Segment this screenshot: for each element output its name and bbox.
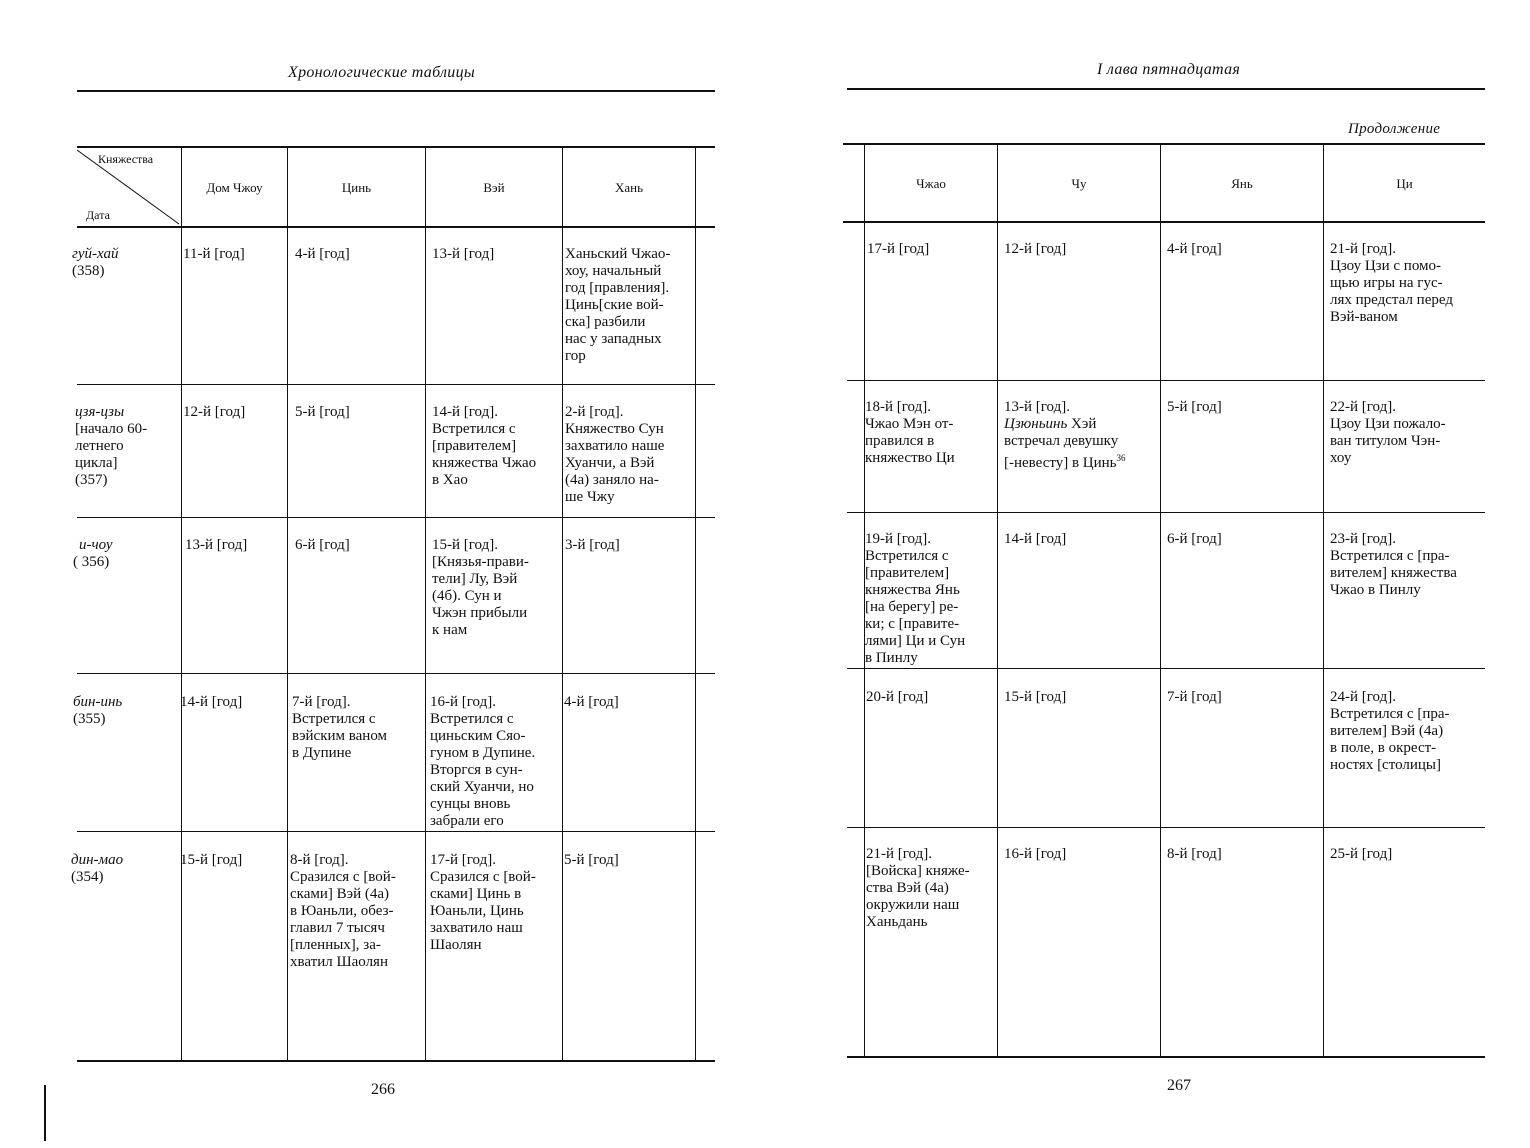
left-col-header: Цинь bbox=[341, 180, 372, 195]
date-cyclic-name: гуй-хай bbox=[72, 246, 119, 262]
table-cell: 18-й [год]. Чжао Мэн от- правился в княжество Ци bbox=[865, 399, 955, 466]
left-header-bottom-rule bbox=[77, 226, 715, 228]
right-running-head: I лава пятнадцатая bbox=[1097, 61, 1241, 78]
date-year: (355) bbox=[73, 711, 106, 727]
left-col-header: Вэй bbox=[483, 180, 505, 195]
table-cell: 4-й [год] bbox=[295, 246, 350, 262]
table-cell: 6-й [год] bbox=[295, 537, 350, 553]
binding-mark bbox=[44, 1085, 46, 1141]
left-col-header: Хань bbox=[614, 180, 644, 195]
right-col-rule bbox=[997, 145, 998, 1056]
table-cell: 22-й [год]. Цзоу Цзи пожало- ван титулом Чэн- хоу bbox=[1330, 399, 1446, 466]
date-cyclic-name: цзя-цзы bbox=[75, 404, 125, 420]
table-cell: 15-й [год] bbox=[180, 852, 243, 868]
table-cell: 8-й [год] bbox=[1167, 846, 1222, 862]
table-cell: 8-й [год]. Сразился с [вой- сками] Вэй (4а) в Юаньли, обез- главил 7 тысяч [пленных], за- хватил Шаолян bbox=[290, 852, 396, 970]
cell-text: Хэй встречал девушку [-невесту] в Цинь bbox=[1004, 416, 1119, 471]
date-cyclic-name: и-чоу bbox=[79, 537, 113, 553]
table-cell: 14-й [год] bbox=[180, 694, 243, 710]
table-cell: 13-й [год] bbox=[185, 537, 248, 553]
table-cell: 4-й [год] bbox=[564, 694, 619, 710]
right-col-header: Янь bbox=[1231, 176, 1253, 191]
left-row-rule bbox=[77, 517, 715, 518]
table-cell: 21-й [год]. Цзоу Цзи с помо- щью игры на гус- лях предстал перед Вэй-ваном bbox=[1330, 241, 1453, 325]
right-row-rule bbox=[847, 512, 1485, 513]
left-col-rule bbox=[287, 148, 288, 1060]
date-year: (358) bbox=[72, 263, 105, 279]
left-head-rule bbox=[77, 90, 715, 92]
right-col-header: Чу bbox=[1071, 176, 1087, 191]
right-col-header: Ци bbox=[1396, 176, 1413, 191]
cell-year: 13-й [год]. bbox=[1004, 399, 1070, 415]
table-cell: 7-й [год] bbox=[1167, 689, 1222, 705]
table-cell: 17-й [год] bbox=[867, 241, 930, 257]
right-row-rule bbox=[847, 668, 1485, 669]
corner-header-top: Княжества bbox=[98, 152, 154, 166]
date-cyclic-name: бин-инь bbox=[73, 694, 123, 710]
table-cell: 7-й [год]. Встретился с вэйским ваном в Дупине bbox=[292, 694, 388, 761]
table-cell: 25-й [год] bbox=[1330, 846, 1393, 862]
right-page-number: 267 bbox=[1167, 1077, 1191, 1094]
table-cell: 3-й [год] bbox=[565, 537, 620, 553]
footnote-ref: 36 bbox=[1116, 453, 1126, 463]
left-row-rule bbox=[77, 384, 715, 385]
left-row-rule bbox=[77, 831, 715, 832]
table-cell: Ханьский Чжао- хоу, начальный год [правления]. Цинь[ские вой- ска] разбили нас у западных гор bbox=[565, 246, 671, 364]
date-year: (354) bbox=[71, 869, 104, 885]
table-cell: 15-й [год]. [Князья-прави- тели] Лу, Вэй (4б). Сун и Чжэн прибыли к нам bbox=[432, 537, 529, 638]
table-cell: 20-й [год] bbox=[866, 689, 929, 705]
table-cell: 5-й [год] bbox=[564, 852, 619, 868]
table-cell: 24-й [год]. Встретился с [пра- вителем] Вэй (4а) в поле, в окрест- ностях [столицы] bbox=[1330, 689, 1450, 773]
right-table-bottom-rule bbox=[847, 1056, 1485, 1058]
table-cell: 4-й [год] bbox=[1167, 241, 1222, 257]
table-cell: 16-й [год] bbox=[1004, 846, 1067, 862]
table-cell: 12-й [год] bbox=[183, 404, 246, 420]
right-col-rule bbox=[1323, 145, 1324, 1056]
italic-name: Цзюньинь bbox=[1004, 416, 1068, 432]
left-col-header: Дом Чжоу bbox=[206, 180, 263, 195]
left-row-rule bbox=[77, 673, 715, 674]
table-cell: 17-й [год]. Сразился с [вой- сками] Цинь в Юаньли, Цинь захватило наш Шаолян bbox=[430, 852, 536, 953]
date-cell bbox=[71, 852, 123, 886]
right-col-rule bbox=[1160, 145, 1161, 1056]
table-cell: 14-й [год]. Встретился с [правителем] княжества Чжао в Хао bbox=[432, 404, 537, 488]
left-table-bottom-rule bbox=[77, 1060, 715, 1062]
left-page-number: 266 bbox=[371, 1081, 395, 1098]
date-year: ( 356) bbox=[73, 554, 110, 570]
right-col-header: Чжао bbox=[916, 176, 946, 191]
corner-header-bottom: Дата bbox=[86, 208, 110, 222]
date-year: [начало 60- летнего цикла] (357) bbox=[75, 421, 148, 488]
left-running-head: Хронологические таблицы bbox=[288, 64, 476, 81]
table-cell: 14-й [год] bbox=[1004, 531, 1067, 547]
table-cell: 15-й [год] bbox=[1004, 689, 1067, 705]
table-cell: 5-й [год] bbox=[1167, 399, 1222, 415]
left-col-rule bbox=[181, 148, 182, 1060]
right-head-rule bbox=[847, 88, 1485, 90]
date-cell bbox=[75, 404, 147, 489]
table-cell bbox=[1004, 399, 1126, 472]
table-cell: 13-й [год] bbox=[432, 246, 495, 262]
right-row-rule bbox=[847, 380, 1485, 381]
right-row-rule bbox=[847, 827, 1485, 828]
table-cell: 21-й [год]. [Войска] княже- ства Вэй (4а) окружили наш Ханьдань bbox=[866, 846, 970, 930]
right-table-top-rule bbox=[843, 143, 1485, 145]
table-cell: 12-й [год] bbox=[1004, 241, 1067, 257]
right-header-bottom-rule bbox=[843, 221, 1485, 223]
left-col-rule bbox=[425, 148, 426, 1060]
table-cell: 11-й [год] bbox=[183, 246, 245, 262]
table-cell: 16-й [год]. Встретился с циньским Сяо- гуном в Дупине. Вторгся в сун- ский Хуанчи, но сунцы вновь забрали его bbox=[430, 694, 536, 829]
table-cell: 6-й [год] bbox=[1167, 531, 1222, 547]
table-cell: 2-й [год]. Княжество Сун захватило наше Хуанчи, а Вэй (4а) заняло на- ше Чжу bbox=[565, 404, 665, 505]
date-cell bbox=[72, 246, 118, 280]
table-cell: 19-й [год]. Встретился с [правителем] княжества Янь [на берегу] ре- ки; с [правите- лями] Ци и Сун в Пинлу bbox=[865, 531, 966, 666]
left-col-rule bbox=[562, 148, 563, 1060]
continuation-label: Продолжение bbox=[1348, 121, 1441, 137]
table-cell: 5-й [год] bbox=[295, 404, 350, 420]
left-col-rule bbox=[695, 148, 696, 1060]
date-cyclic-name: дин-мао bbox=[71, 852, 124, 868]
date-cell bbox=[73, 694, 122, 728]
table-cell: 23-й [год]. Встретился с [пра- вителем] княжества Чжао в Пинлу bbox=[1330, 531, 1457, 598]
date-cell bbox=[73, 537, 113, 571]
